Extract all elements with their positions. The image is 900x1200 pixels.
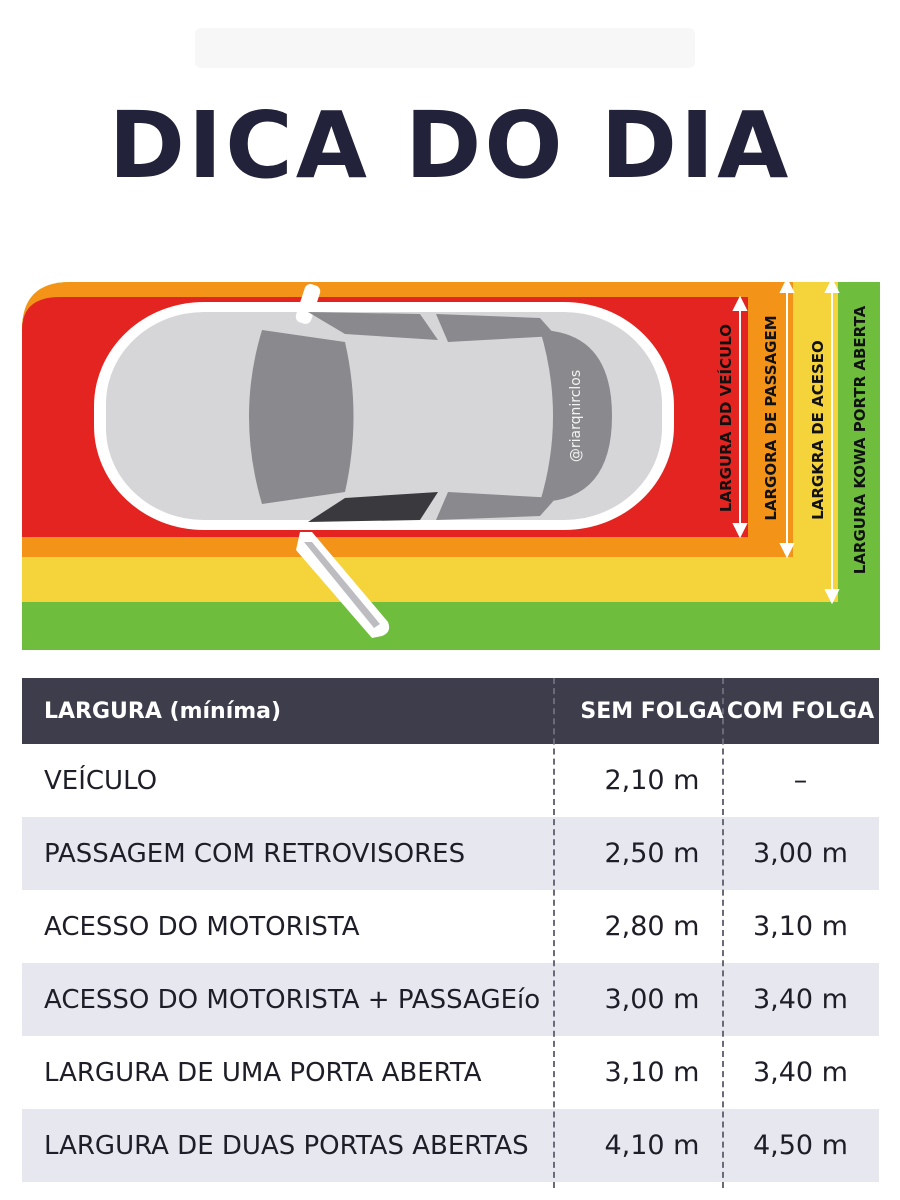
row-sem-folga: 2,10 m bbox=[604, 765, 700, 796]
row-com-folga: 3,40 m bbox=[752, 984, 848, 1015]
watermark-text: @riarqnirclos bbox=[568, 369, 584, 463]
width-table bbox=[22, 678, 879, 1182]
row-label: ACESSO DO MOTORISTA + PASSAGEío bbox=[44, 984, 541, 1015]
label-largura-acesso: LARGKRA DE ACESEO bbox=[809, 340, 827, 520]
table-row bbox=[22, 890, 879, 963]
row-sem-folga: 2,80 m bbox=[604, 911, 700, 942]
row-com-folga: 4,50 m bbox=[752, 1130, 848, 1161]
row-com-folga: 3,10 m bbox=[752, 911, 848, 942]
row-label: ACESSO DO MOTORISTA bbox=[44, 911, 360, 942]
row-com-folga: 3,40 m bbox=[752, 1057, 848, 1088]
label-largura-passagem: LARGORA DE PASSAGEM bbox=[762, 315, 780, 521]
column-divider bbox=[553, 678, 555, 1188]
header-com-folga: COM FOLGA bbox=[726, 698, 875, 724]
column-divider bbox=[722, 678, 724, 1188]
row-com-folga: – bbox=[793, 765, 808, 796]
row-label: VEÍCULO bbox=[44, 765, 158, 796]
table-header bbox=[22, 678, 879, 744]
row-sem-folga: 3,10 m bbox=[604, 1057, 700, 1088]
top-strip bbox=[195, 28, 695, 68]
table-row bbox=[22, 817, 879, 890]
header-largura: LARGURA (míníma) bbox=[44, 698, 282, 724]
label-largura-veiculo: LARGURA DD VEÍCULO bbox=[717, 323, 735, 513]
row-label: LARGURA DE UMA PORTA ABERTA bbox=[44, 1057, 482, 1088]
row-sem-folga: 4,10 m bbox=[604, 1130, 700, 1161]
row-label: PASSAGEM COM RETROVISORES bbox=[44, 838, 466, 869]
table-row bbox=[22, 1036, 879, 1109]
row-sem-folga: 2,50 m bbox=[604, 838, 700, 869]
table-row bbox=[22, 744, 879, 817]
row-label: LARGURA DE DUAS PORTAS ABERTAS bbox=[44, 1130, 529, 1161]
row-sem-folga: 3,00 m bbox=[604, 984, 700, 1015]
car-width-diagram bbox=[0, 270, 900, 660]
header-sem-folga: SEM FOLGA bbox=[580, 698, 724, 724]
page-title: DICA DO DIA bbox=[108, 92, 792, 199]
table-row bbox=[22, 963, 879, 1036]
row-com-folga: 3,00 m bbox=[752, 838, 848, 869]
table-row bbox=[22, 1109, 879, 1182]
label-largura-porta-aberta: LARGURA KOWA PORTR ABERTA bbox=[851, 305, 869, 575]
